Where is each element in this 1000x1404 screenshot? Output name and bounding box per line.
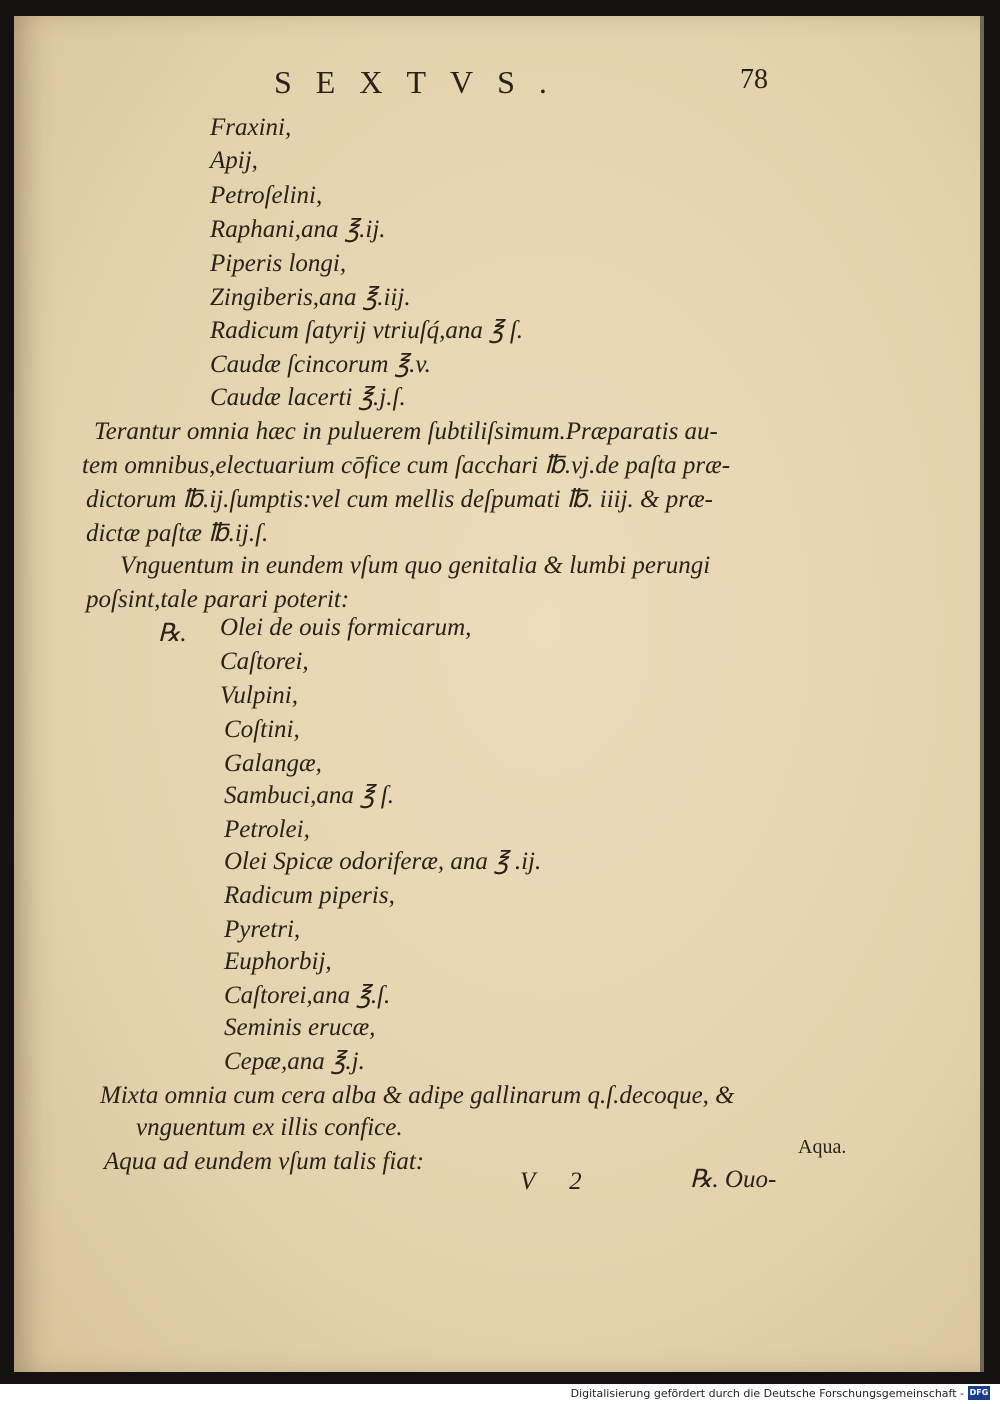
recipe-symbol: ℞. <box>158 620 187 647</box>
ingredient-line: Olei de ouis formicarum, <box>220 614 472 641</box>
ingredient-line: Petroſelini, <box>210 182 323 209</box>
ingredient-line: Olei Spicæ odoriferæ, ana ℥ .ij. <box>224 848 542 875</box>
ingredient-line: Coſtini, <box>224 716 300 743</box>
ingredient-line: Euphorbij, <box>224 948 332 975</box>
dfg-logo-icon: DFG <box>968 1386 990 1400</box>
ingredient-line: Cepæ,ana ℥.j. <box>224 1048 365 1075</box>
page-number: 78 <box>740 64 768 95</box>
ingredient-line: Apij, <box>210 147 258 174</box>
running-head: SEXTVS. <box>274 64 571 100</box>
ingredient-line: Caudæ lacerti ℥.j.ſ. <box>210 384 406 411</box>
ingredient-line: Caſtorei, <box>220 648 309 675</box>
footer-credit: Digitalisierung gefördert durch die Deutsche Forschungsgemeinschaft - <box>570 1387 964 1400</box>
signature-mark: V 2 <box>520 1168 582 1195</box>
catchword: ℞. Ouo- <box>690 1166 777 1193</box>
ingredient-line: Piperis longi, <box>210 250 347 277</box>
paragraph-line: dictæ paſtæ ℔.ij.ſ. <box>86 520 269 547</box>
ingredient-line: Vulpini, <box>220 682 299 709</box>
paragraph-line: vnguentum ex illis confice. <box>136 1114 403 1141</box>
paragraph-line: Terantur omnia hæc in puluerem ſubtiliſsimum.Præparatis au- <box>94 418 718 445</box>
ingredient-line: Pyretri, <box>224 916 301 943</box>
margin-note: Aqua. <box>798 1136 847 1158</box>
ingredient-line: Sambuci,ana ℥ ſ. <box>224 782 394 809</box>
ingredient-line: Radicum piperis, <box>224 882 395 909</box>
paragraph-line: dictorum ℔.ij.ſumptis:vel cum mellis deſpumati ℔. iiij. & præ- <box>86 486 713 513</box>
ingredient-line: Caudæ ſcincorum ℥.v. <box>210 351 431 378</box>
ingredient-line: Seminis erucæ, <box>224 1014 376 1041</box>
paragraph-line: Vnguentum in eundem vſum quo genitalia & lumbi perungi <box>120 552 711 579</box>
paragraph-line: Aqua ad eundem vſum talis fiat: <box>104 1148 425 1175</box>
paragraph-line: poſsint,tale parari poterit: <box>86 586 350 613</box>
paragraph-line: tem omnibus,electuarium cōfice cum ſacchari ℔.vj.de paſta præ- <box>82 452 731 479</box>
ingredient-line: Petrolei, <box>224 816 310 843</box>
paragraph-line: Mixta omnia cum cera alba & adipe gallinarum q.ſ.decoque, & <box>100 1082 735 1109</box>
ingredient-line: Raphani,ana ℥.ij. <box>210 216 386 243</box>
ingredient-line: Caſtorei,ana ℥.ſ. <box>224 982 391 1009</box>
footer-bar <box>0 1384 1000 1404</box>
ingredient-line: Fraxini, <box>210 114 292 141</box>
ingredient-line: Radicum ſatyrij vtriuſq́,ana ℥ ſ. <box>210 317 524 344</box>
ingredient-line: Galangæ, <box>224 750 322 777</box>
ingredient-line: Zingiberis,ana ℥.iij. <box>210 284 411 311</box>
